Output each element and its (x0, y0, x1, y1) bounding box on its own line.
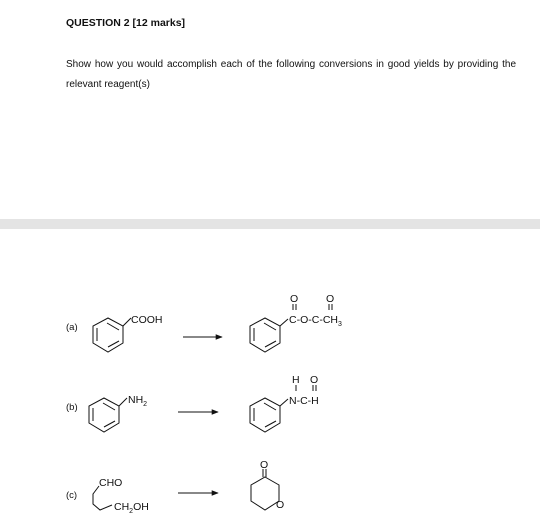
ketone-oxygen: O (260, 459, 269, 471)
benzoic-acid-structure (93, 318, 131, 352)
hydroxy-aldehyde-structure (93, 486, 112, 510)
amide-oxygen: O (310, 374, 319, 386)
question-instruction: Show how you would accomplish each of the following conversions in good yields by providing the relevant reagent(s) (66, 59, 516, 90)
aniline-structure (89, 398, 127, 432)
carbonyl-oxygen-1: O (290, 293, 299, 305)
aldehyde-label: CHO (99, 477, 123, 489)
label-c: (c) (66, 490, 78, 501)
ring-oxygen: O (276, 499, 285, 511)
anhydride-chain: $C-O-C-CH_3$ (289, 314, 342, 328)
tetrahydropyranone-structure (251, 469, 279, 510)
formanilide-structure (250, 385, 316, 432)
cooh-label: COOH (131, 314, 163, 326)
label-b: (b) (66, 402, 78, 413)
amide-chain: N-C-H (289, 395, 319, 407)
amine-label: $NH_2$ (128, 394, 148, 408)
label-a: (a) (66, 322, 78, 333)
carbonyl-oxygen-2: O (326, 293, 335, 305)
amide-hydrogen: H (292, 374, 300, 386)
hydroxymethyl-label: $CH_2OH$ (114, 501, 149, 515)
question-title: QUESTION 2 [12 marks] (66, 17, 186, 29)
acetic-benzoic-anhydride-structure (250, 304, 332, 352)
